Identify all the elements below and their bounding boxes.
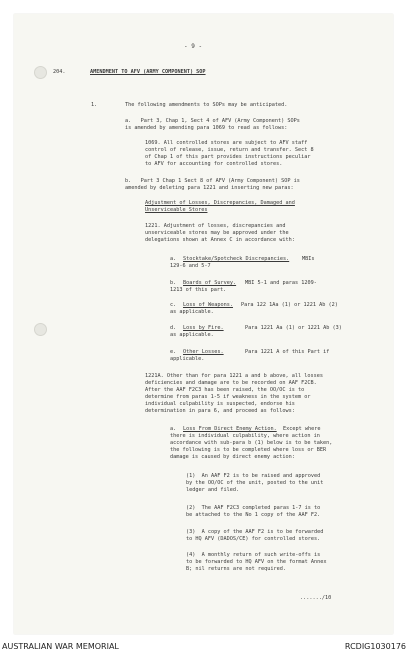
section-title: AMENDMENT TO AFV (ARMY COMPONENT) SOP (90, 69, 206, 75)
continuation-marker: ......./10 (300, 595, 332, 601)
punch-hole (34, 323, 47, 336)
archive-name: AUSTRALIAN WAR MEMORIAL (2, 642, 119, 651)
para-number: 1. (91, 102, 98, 108)
punch-hole (34, 66, 47, 79)
page-number: - 9 - (184, 43, 203, 50)
para-intro: The following amendments to SOPs may be anticipated. (125, 102, 288, 108)
archive-reference: RCDIG1030176 (344, 642, 406, 651)
archive-footer (0, 640, 409, 653)
section-number: 204. (53, 69, 66, 75)
